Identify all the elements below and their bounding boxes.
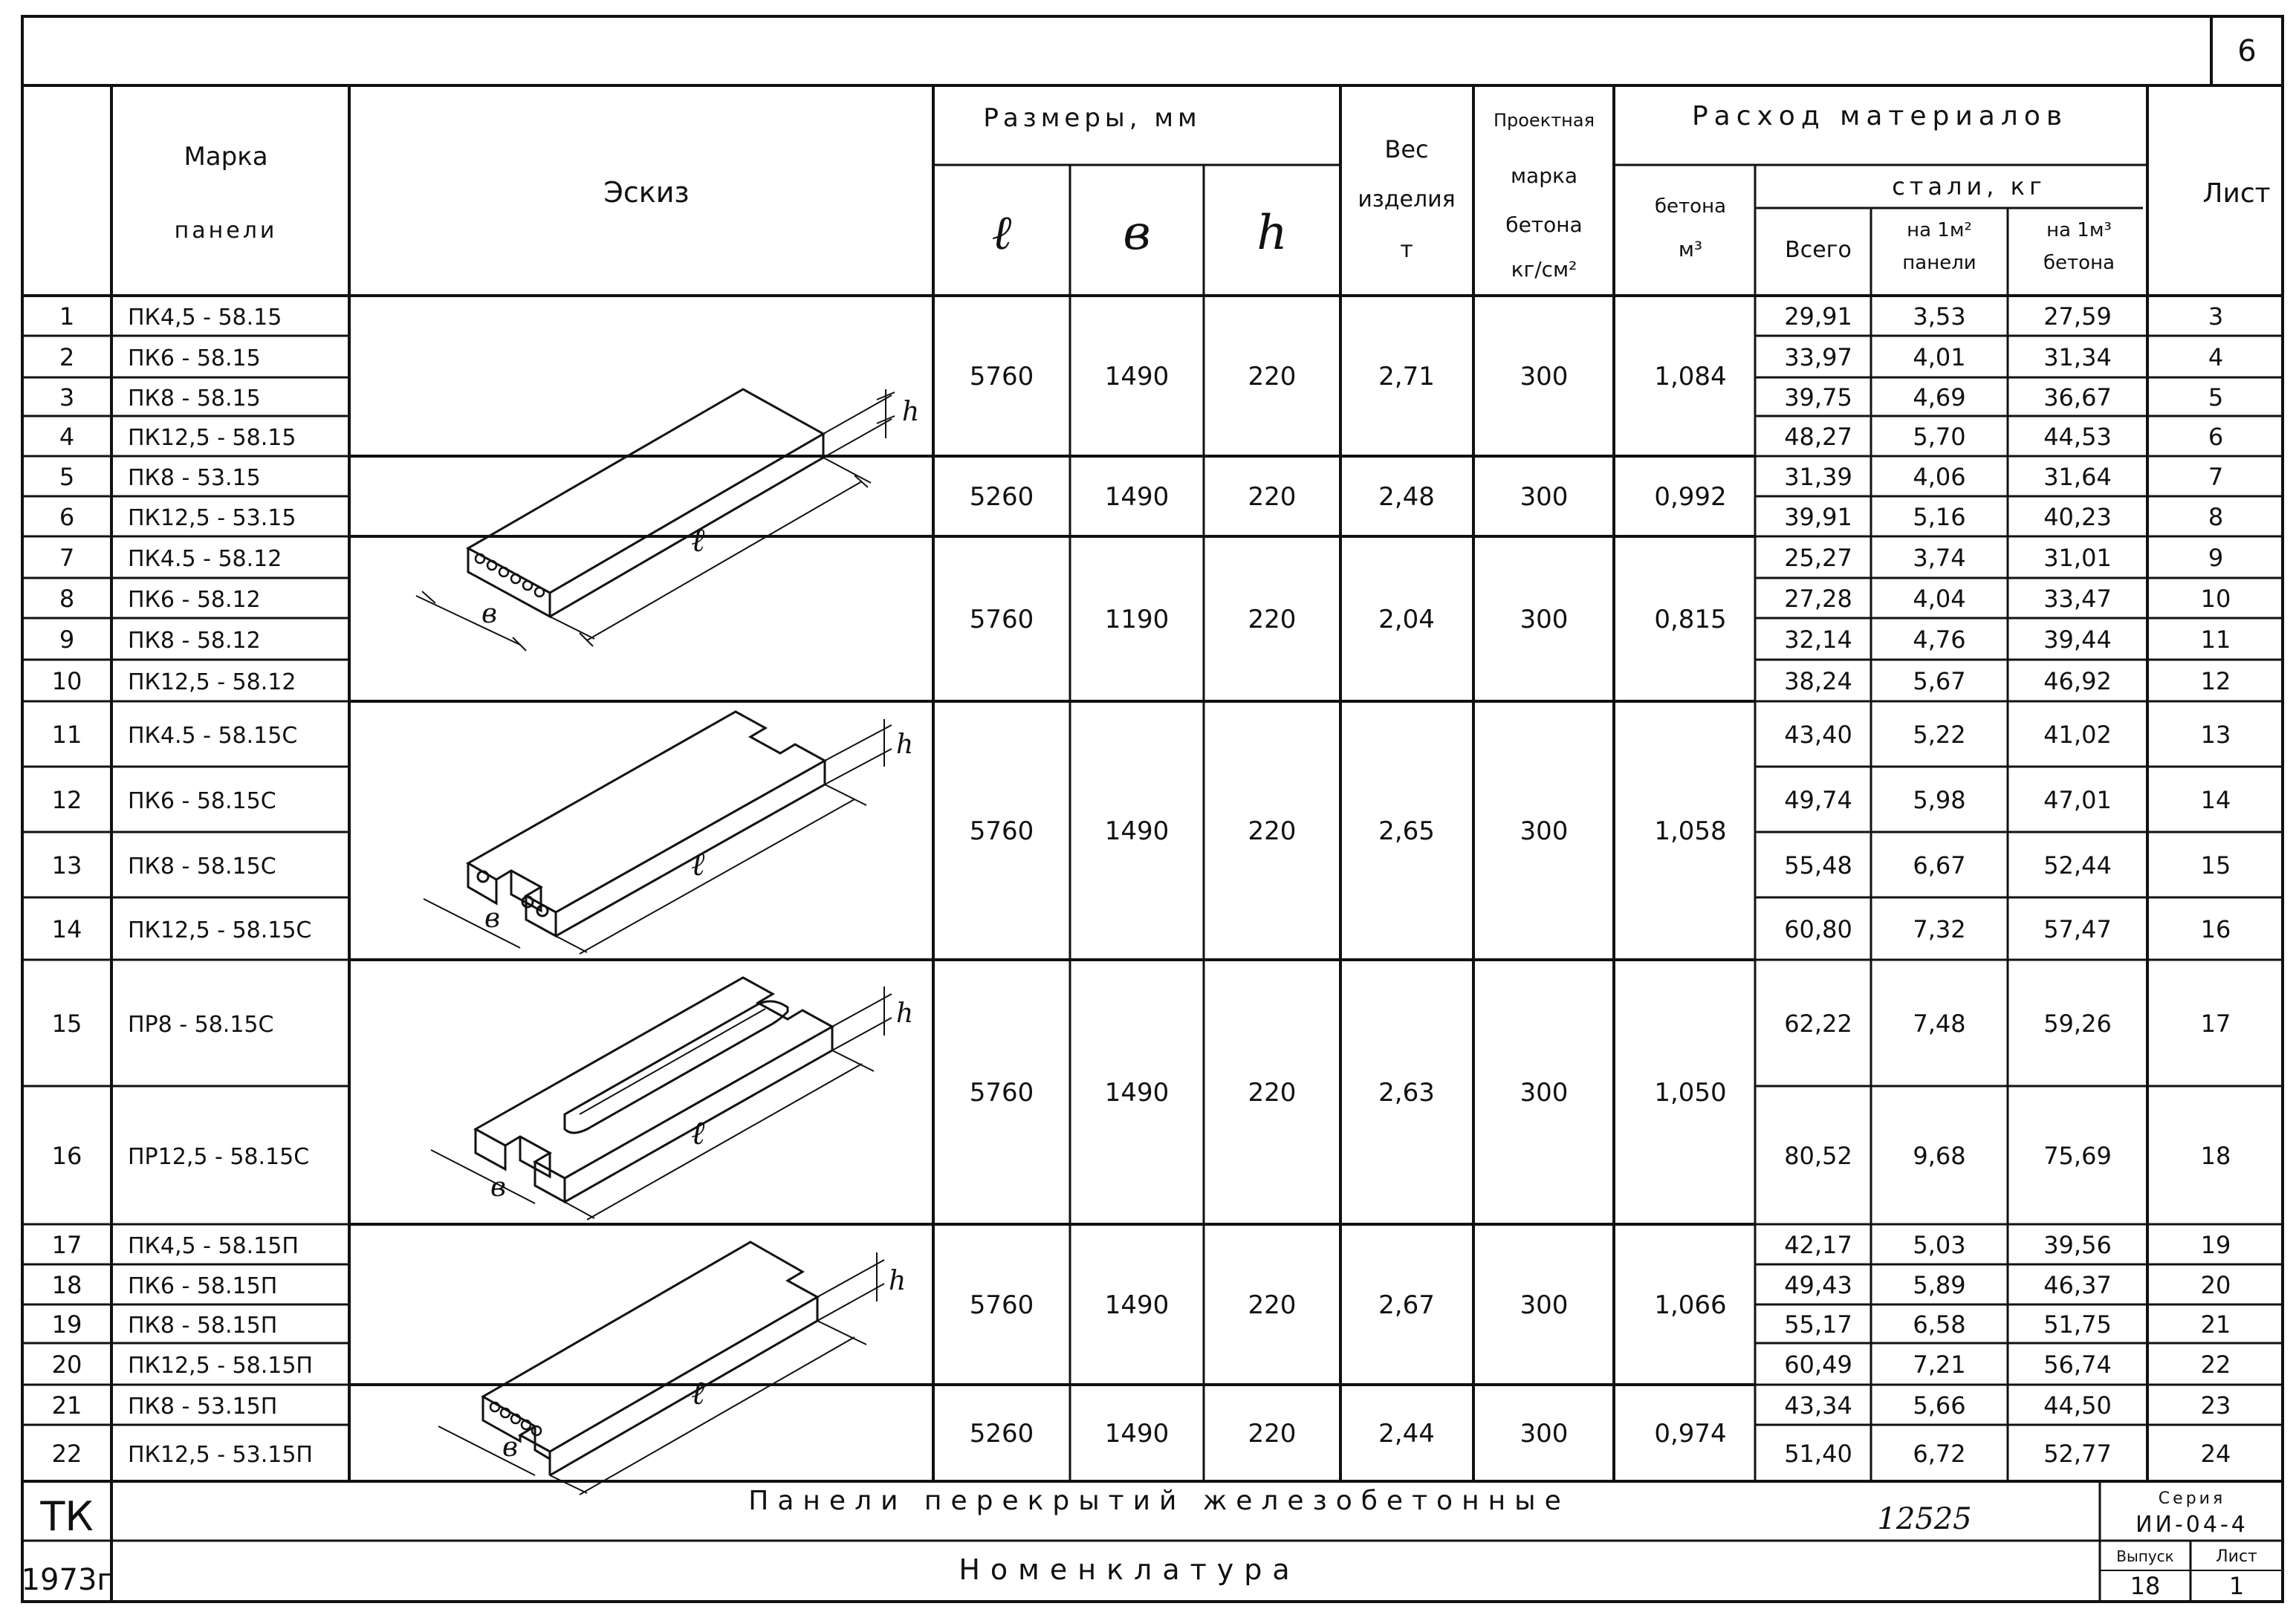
sheet-number: 7: [2208, 463, 2224, 491]
steel-total: 43,40: [1784, 721, 1852, 749]
panel-mark: ПК12,5 - 53.15П: [128, 1442, 313, 1468]
group-concrete-volume: 1,084: [1654, 362, 1727, 391]
steel-per-m2: 3,53: [1913, 302, 1966, 331]
panel-mark: ПК8 - 58.15: [128, 386, 261, 412]
row-number: 8: [59, 585, 75, 613]
row-number: 12: [51, 786, 82, 814]
sheet-number: 11: [2200, 625, 2231, 654]
steel-per-m2: 4,04: [1913, 585, 1966, 613]
steel-per-m3: 44,50: [2043, 1391, 2112, 1420]
group-weight: 2,63: [1378, 1078, 1435, 1108]
steel-per-m3: 36,67: [2043, 383, 2112, 412]
steel-total: 55,17: [1784, 1310, 1852, 1339]
group-concrete-volume: 1,050: [1654, 1078, 1727, 1108]
group-weight: 2,67: [1378, 1290, 1435, 1320]
steel-per-m3: 44,53: [2043, 423, 2112, 451]
steel-per-m2: 7,32: [1913, 915, 1966, 943]
steel-total: 49,74: [1784, 786, 1852, 814]
row-number: 1: [59, 302, 75, 331]
steel-per-m2: 5,67: [1913, 667, 1966, 695]
group-weight: 2,04: [1378, 605, 1435, 634]
sheet-number: 21: [2200, 1310, 2231, 1339]
group-concrete-grade: 300: [1520, 1419, 1569, 1449]
row-number: 16: [51, 1142, 82, 1170]
panel-mark: ПР12,5 - 58.15С: [128, 1144, 310, 1170]
steel-per-m3: 59,26: [2043, 1010, 2112, 1038]
steel-m2-header-1: на 1м²: [1907, 219, 1972, 241]
panel-mark: ПК6 - 58.15П: [128, 1273, 278, 1299]
sketch3-l-label: ℓ: [691, 1114, 705, 1152]
steel-total: 49,43: [1784, 1271, 1852, 1299]
group-concrete-volume: 0,815: [1654, 605, 1727, 634]
group-height: 220: [1248, 605, 1297, 634]
steel-per-m3: 39,44: [2043, 625, 2112, 654]
weight-header-1: Вес: [1384, 135, 1429, 163]
sheet-number: 6: [2208, 423, 2224, 451]
steel-total: 42,17: [1784, 1231, 1852, 1259]
steel-total: 55,48: [1784, 851, 1852, 880]
year: 1973г: [21, 1563, 113, 1597]
panel-mark: ПК12,5 - 53.15: [128, 505, 296, 531]
group-concrete-grade: 300: [1520, 482, 1569, 512]
steel-per-m3: 27,59: [2043, 302, 2112, 331]
grade-header-2: марка: [1510, 163, 1578, 188]
sheet-number: 4: [2208, 343, 2224, 371]
issue-label: Выпуск: [2116, 1547, 2174, 1565]
sheet-number: 15: [2200, 851, 2231, 880]
row-number: 13: [51, 851, 82, 880]
group-length: 5260: [969, 1419, 1034, 1449]
weight-header-3: т: [1400, 237, 1413, 263]
panel-mark: ПК8 - 58.15С: [128, 854, 276, 880]
steel-per-m3: 57,47: [2043, 915, 2112, 943]
table-row: [52, 667, 2231, 695]
row-number: 21: [51, 1391, 82, 1420]
sketch3-h-label: h: [896, 998, 914, 1029]
sheet-number: 24: [2200, 1440, 2231, 1468]
panel-mark: ПК6 - 58.15: [128, 345, 261, 371]
sheet-number: 10: [2200, 585, 2231, 613]
table-row: [52, 1351, 2231, 1379]
sheet-number: 9: [2208, 544, 2224, 572]
group-concrete-volume: 1,066: [1654, 1290, 1727, 1320]
dim-b-header: в: [1123, 206, 1151, 261]
steel-total: 80,52: [1784, 1142, 1852, 1170]
dim-h-header: h: [1256, 206, 1288, 261]
group-concrete-grade: 300: [1520, 1290, 1569, 1320]
group-length: 5760: [969, 605, 1034, 634]
sheet-number: 18: [2200, 1142, 2231, 1170]
steel-per-m2: 6,58: [1913, 1310, 1966, 1339]
panel-mark: ПК8 - 58.15П: [128, 1313, 278, 1339]
steel-total: 62,22: [1784, 1010, 1852, 1038]
group-concrete-grade: 300: [1520, 362, 1569, 391]
dims-header: Размеры, мм: [983, 103, 1201, 133]
table-row: [52, 1010, 2231, 1038]
sketch4-b-label: в: [502, 1432, 518, 1463]
steel-per-m3: 31,01: [2043, 544, 2112, 572]
table-header: [175, 101, 2271, 282]
group-height: 220: [1248, 1290, 1297, 1320]
steel-per-m3: 51,75: [2043, 1310, 2112, 1339]
steel-per-m2: 4,69: [1913, 383, 1966, 412]
sketch2-h-label: h: [896, 729, 914, 760]
sheet-value: 1: [2228, 1572, 2245, 1600]
group-length: 5760: [969, 816, 1034, 846]
steel-per-m3: 31,34: [2043, 343, 2112, 371]
row-number: 14: [51, 915, 82, 943]
group-length: 5260: [969, 482, 1034, 512]
panel-mark: ПК6 - 58.15С: [128, 788, 276, 814]
group-concrete-grade: 300: [1520, 605, 1569, 634]
group-width: 1490: [1104, 816, 1170, 846]
row-number: 22: [51, 1440, 82, 1468]
group-concrete-volume: 0,974: [1654, 1419, 1727, 1449]
sheet-number: 20: [2200, 1271, 2231, 1299]
row-number: 18: [51, 1271, 82, 1299]
series-value: ИИ-04-4: [2136, 1512, 2248, 1538]
steel-per-m2: 6,67: [1913, 851, 1966, 880]
mark-header: Марка: [184, 142, 268, 172]
sketch-labels: [481, 397, 919, 1463]
sheet-corner-number: 6: [2237, 34, 2257, 68]
group-width: 1490: [1104, 1078, 1170, 1108]
steel-per-m3: 33,47: [2043, 585, 2112, 613]
steel-total: 25,27: [1784, 544, 1852, 572]
steel-per-m2: 5,89: [1913, 1271, 1966, 1299]
sheet-number: 16: [2200, 915, 2231, 943]
sketch1-b-label: в: [481, 599, 497, 629]
grade-header-4: кг/см²: [1511, 257, 1577, 282]
steel-per-m3: 46,92: [2043, 667, 2112, 695]
group-height: 220: [1248, 816, 1297, 846]
row-number: 20: [51, 1351, 82, 1379]
sketch3-b-label: в: [490, 1172, 506, 1203]
sketches: [416, 389, 895, 1495]
group-concrete-grade: 300: [1520, 816, 1569, 846]
group-height: 220: [1248, 362, 1297, 391]
steel-per-m2: 6,72: [1913, 1440, 1966, 1468]
steel-per-m2: 5,98: [1913, 786, 1966, 814]
panel-mark: ПК4,5 - 58.15П: [128, 1233, 299, 1259]
steel-per-m2: 3,74: [1913, 544, 1966, 572]
panel-mark: ПК8 - 58.12: [128, 628, 261, 654]
steel-per-m2: 9,68: [1913, 1142, 1966, 1170]
steel-per-m2: 5,16: [1913, 503, 1966, 531]
title-block: [22, 1481, 2283, 1602]
row-number: 2: [59, 343, 75, 371]
concrete-header-2: м³: [1678, 237, 1703, 261]
group-concrete-grade: 300: [1520, 1078, 1569, 1108]
panel-mark: ПК12,5 - 58.15С: [128, 917, 312, 943]
sheet-number: 12: [2200, 667, 2231, 695]
sketch4-l-label: ℓ: [691, 1374, 705, 1412]
sheet-number: 22: [2200, 1351, 2231, 1379]
steel-per-m2: 5,66: [1913, 1391, 1966, 1420]
document-subtitle: Номенклатура: [959, 1553, 1300, 1586]
panel-mark: ПК12,5 - 58.15: [128, 425, 296, 451]
steel-per-m3: 40,23: [2043, 503, 2112, 531]
sketch2-l-label: ℓ: [691, 845, 705, 883]
panel-mark: ПК8 - 53.15П: [128, 1394, 278, 1420]
table-row: [59, 302, 2223, 331]
sheet-number: 3: [2208, 302, 2224, 331]
row-number: 15: [51, 1010, 82, 1038]
steel-total: 32,14: [1784, 625, 1852, 654]
sheet-header: Лист: [2202, 178, 2271, 209]
steel-m2-header-2: панели: [1902, 252, 1976, 274]
document-title: Панели перекрытий железобетонные: [748, 1486, 1570, 1516]
table-row: [52, 1231, 2231, 1259]
table-row: [52, 851, 2231, 880]
panel-mark: ПК12,5 - 58.15П: [128, 1353, 313, 1379]
mark-header-sub: панели: [174, 218, 278, 244]
steel-total: 31,39: [1784, 463, 1852, 491]
group-width: 1490: [1104, 482, 1170, 512]
panel-mark: ПР8 - 58.15С: [128, 1012, 274, 1038]
steel-per-m3: 39,56: [2043, 1231, 2112, 1259]
sheet-number: 14: [2200, 786, 2231, 814]
steel-per-m3: 56,74: [2043, 1351, 2112, 1379]
concrete-header-1: бетона: [1654, 195, 1727, 218]
sketch2-b-label: в: [484, 903, 500, 934]
table-row: [52, 1391, 2231, 1420]
group-weight: 2,44: [1378, 1419, 1435, 1449]
row-number: 11: [51, 721, 82, 749]
sheet-number: 17: [2200, 1010, 2231, 1038]
group-width: 1190: [1104, 605, 1170, 634]
steel-per-m2: 5,70: [1913, 423, 1966, 451]
group-concrete-volume: 0,992: [1654, 482, 1727, 512]
panel-mark: ПК6 - 58.12: [128, 587, 261, 613]
table-row: [59, 423, 2223, 451]
group-width: 1490: [1104, 362, 1170, 391]
steel-total-header: Всего: [1785, 237, 1852, 263]
row-number: 7: [59, 544, 75, 572]
grade-header-3: бетона: [1505, 212, 1583, 237]
row-number: 4: [59, 423, 75, 451]
row-number: 10: [51, 667, 82, 695]
steel-m3-header-2: бетона: [2043, 252, 2115, 274]
steel-total: 27,28: [1784, 585, 1852, 613]
group-length: 5760: [969, 362, 1034, 391]
steel-per-m3: 75,69: [2043, 1142, 2112, 1170]
group-length: 5760: [969, 1078, 1034, 1108]
steel-total: 60,80: [1784, 915, 1852, 943]
dim-l-header: ℓ: [991, 206, 1012, 261]
steel-per-m2: 4,01: [1913, 343, 1966, 371]
steel-per-m3: 31,64: [2043, 463, 2112, 491]
steel-total: 43,34: [1784, 1391, 1852, 1420]
sheet-label: Лист: [2216, 1547, 2257, 1566]
steel-per-m2: 5,03: [1913, 1231, 1966, 1259]
table-row: [52, 786, 2231, 814]
steel-per-m2: 7,21: [1913, 1351, 1966, 1379]
steel-per-m3: 52,77: [2043, 1440, 2112, 1468]
table-row: [52, 1142, 2231, 1170]
steel-per-m3: 41,02: [2043, 721, 2112, 749]
group-width: 1490: [1104, 1290, 1170, 1320]
group-weight: 2,48: [1378, 482, 1435, 512]
steel-total: 39,91: [1784, 503, 1852, 531]
steel-total: 33,97: [1784, 343, 1852, 371]
sheet-number: 19: [2200, 1231, 2231, 1259]
group-weight: 2,65: [1378, 816, 1435, 846]
group-height: 220: [1248, 1419, 1297, 1449]
weight-header-2: изделия: [1358, 186, 1456, 212]
row-number: 17: [51, 1231, 82, 1259]
panel-mark: ПК4.5 - 58.12: [128, 546, 282, 572]
steel-per-m2: 7,48: [1913, 1010, 1966, 1038]
panel-mark: ПК4,5 - 58.15: [128, 305, 282, 331]
sketch4-h-label: h: [889, 1266, 907, 1296]
sheet-number: 8: [2208, 503, 2224, 531]
sketch1-h-label: h: [902, 397, 920, 427]
steel-total: 48,27: [1784, 423, 1852, 451]
steel-per-m2: 4,76: [1913, 625, 1966, 654]
table-row: [52, 915, 2231, 943]
steel-per-m3: 47,01: [2043, 786, 2112, 814]
steel-per-m3: 52,44: [2043, 851, 2112, 880]
table-row: [59, 544, 2223, 572]
panel-mark: ПК8 - 53.15: [128, 465, 261, 491]
sheet-number: 5: [2208, 383, 2224, 412]
steel-per-m3: 46,37: [2043, 1271, 2112, 1299]
row-number: 5: [59, 463, 75, 491]
group-weight: 2,71: [1378, 362, 1435, 391]
issue-value: 18: [2130, 1572, 2161, 1600]
group-height: 220: [1248, 1078, 1297, 1108]
steel-per-m2: 5,22: [1913, 721, 1966, 749]
document-number: 12525: [1877, 1502, 1972, 1536]
steel-total: 29,91: [1784, 302, 1852, 331]
org-code: ТК: [40, 1493, 94, 1540]
panel-mark: ПК12,5 - 58.12: [128, 669, 296, 695]
group-width: 1490: [1104, 1419, 1170, 1449]
grade-header-1: Проектная: [1493, 110, 1595, 131]
panel-mark: ПК4.5 - 58.15С: [128, 723, 298, 749]
group-concrete-volume: 1,058: [1654, 816, 1727, 846]
row-number: 3: [59, 383, 75, 412]
steel-total: 39,75: [1784, 383, 1852, 412]
steel-total: 38,24: [1784, 667, 1852, 695]
row-number: 19: [51, 1310, 82, 1339]
steel-header: стали, кг: [1892, 172, 2046, 201]
sheet-number: 23: [2200, 1391, 2231, 1420]
steel-total: 60,49: [1784, 1351, 1852, 1379]
sketch1-l-label: ℓ: [691, 521, 705, 559]
group-length: 5760: [969, 1290, 1034, 1320]
table-row: [52, 721, 2231, 749]
steel-m3-header-1: на 1м³: [2046, 219, 2112, 241]
group-height: 220: [1248, 482, 1297, 512]
steel-total: 51,40: [1784, 1440, 1852, 1468]
series-label: Серия: [2158, 1489, 2226, 1508]
row-number: 6: [59, 503, 75, 531]
row-number: 9: [59, 625, 75, 654]
sheet-number: 13: [2200, 721, 2231, 749]
materials-header: Расход материалов: [1691, 101, 2069, 131]
sketch-header: Эскиз: [603, 176, 690, 209]
steel-per-m2: 4,06: [1913, 463, 1966, 491]
